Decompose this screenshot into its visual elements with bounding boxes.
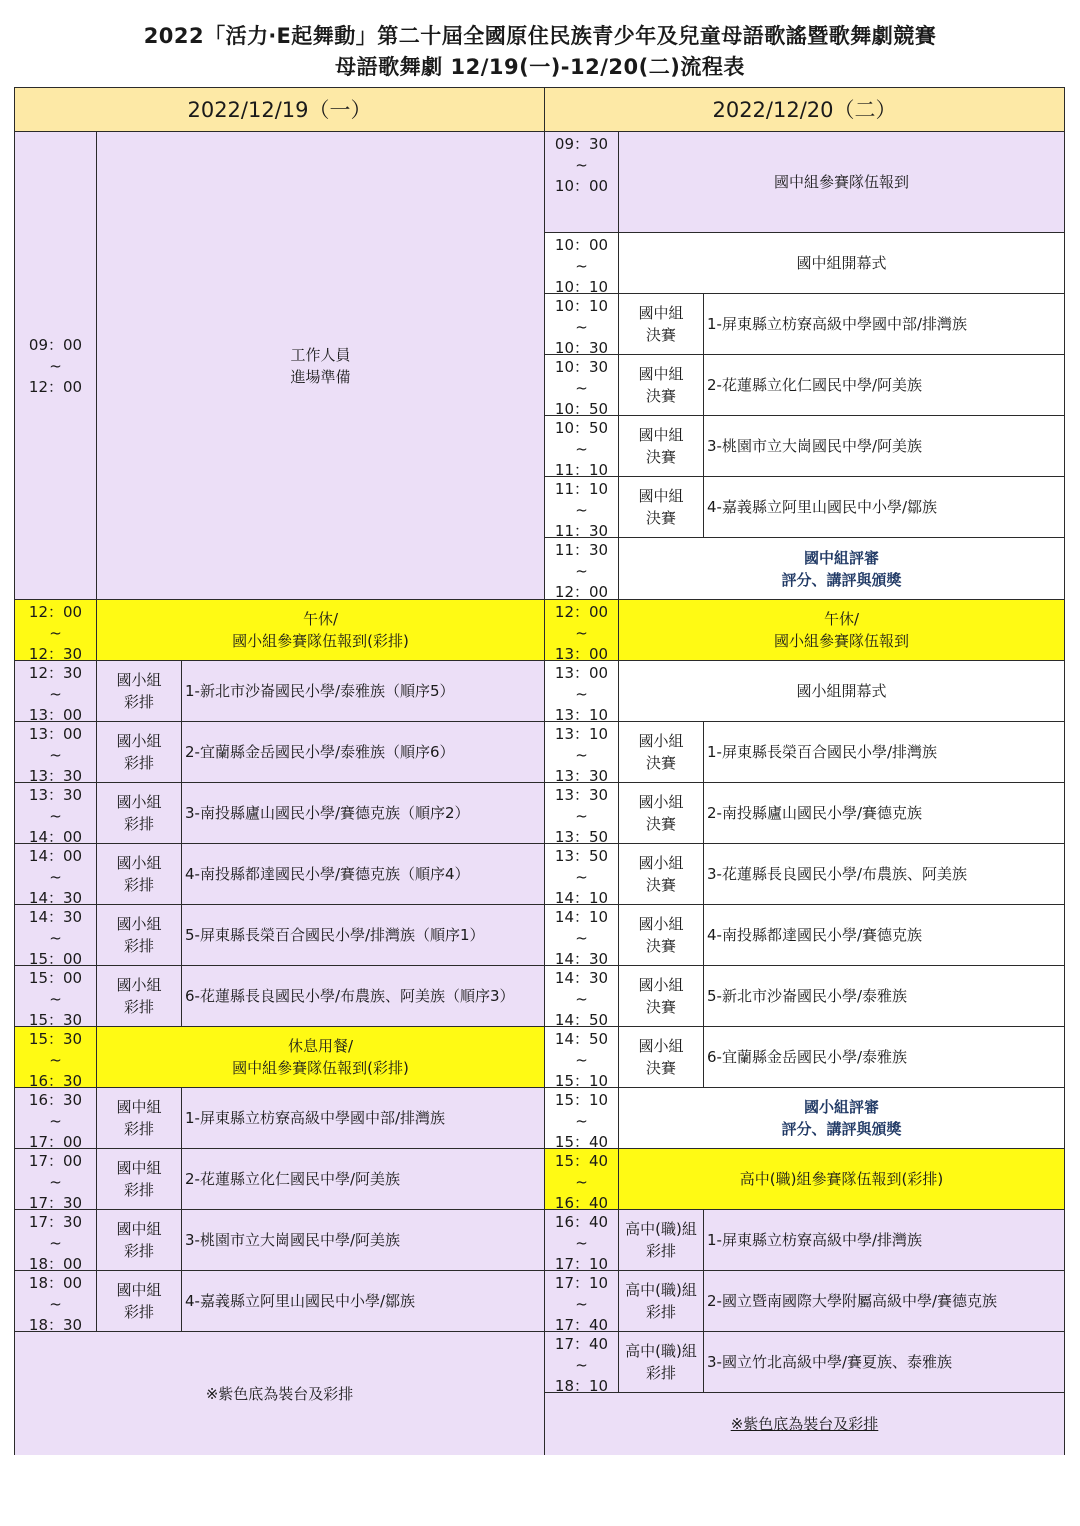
day1-header: 2022/12/19（一） <box>14 87 545 132</box>
time-from: 14：00 <box>28 847 83 865</box>
time-tilde: ~ <box>575 685 588 703</box>
group-label: 國中組 <box>638 426 684 444</box>
day1-junior-row-2-team <box>181 1148 545 1210</box>
time-to: 11：10 <box>554 461 609 477</box>
day1-primary-row-6-group <box>96 965 182 1027</box>
day2-lunch-cell <box>618 599 1065 661</box>
stage-label: 彩排 <box>123 1242 154 1260</box>
day1-junior-row-1-time <box>14 1087 97 1149</box>
day1-primary-row-5-team <box>181 904 545 966</box>
day1-junior-row-2-time <box>14 1148 97 1210</box>
stage-label: 彩排 <box>123 754 154 772</box>
day1-primary-row-6-time <box>14 965 97 1027</box>
day2-note <box>544 1392 1065 1455</box>
time-tilde: ~ <box>49 929 62 947</box>
day2-lunch-line1: 午休/ <box>823 610 860 628</box>
stage-label: 彩排 <box>123 1303 154 1321</box>
stage-label: 彩排 <box>123 876 154 894</box>
day2-hs-checkin-time <box>544 1148 619 1210</box>
dinner-line1: 休息用餐/ <box>287 1037 354 1055</box>
time-to: 13：00 <box>28 706 83 722</box>
day2-pr-final-3-group <box>618 843 704 905</box>
time-from: 11：30 <box>554 541 609 559</box>
lunch-line1: 午休/ <box>302 610 339 628</box>
stage-label: 彩排 <box>123 815 154 833</box>
time-from: 10：10 <box>554 297 609 315</box>
day1-primary-row-6-team <box>181 965 545 1027</box>
day1-junior-row-3-team <box>181 1209 545 1271</box>
day2-note-text: ※紫色底為裝台及彩排 <box>730 1415 879 1433</box>
time-to: 15：40 <box>554 1133 609 1149</box>
day1-primary-row-1-group <box>96 660 182 722</box>
time-from: 17：10 <box>554 1274 609 1292</box>
stage-label: 決賽 <box>645 876 676 894</box>
day2-pr-judging-cell <box>618 1087 1065 1149</box>
team-name: 3-國立竹北高級中學/賽夏族、泰雅族 <box>707 1352 953 1371</box>
stage-label: 決賽 <box>645 998 676 1016</box>
group-label: 國中組 <box>116 1098 162 1116</box>
team-name: 1-屏東縣立枋寮高級中學國中部/排灣族 <box>185 1108 446 1127</box>
time-tilde: ~ <box>49 1295 62 1313</box>
day2-hs-rehearsal-3-team <box>703 1331 1065 1393</box>
time-tilde: ~ <box>575 318 588 336</box>
time-tilde: ~ <box>575 1051 588 1069</box>
time-to: 14：50 <box>554 1011 609 1027</box>
time-to: 15：00 <box>28 950 83 966</box>
time-to: 13：30 <box>28 767 83 783</box>
day1-primary-row-2-time <box>14 721 97 783</box>
time-to: 11：30 <box>554 522 609 538</box>
stage-label: 彩排 <box>123 1120 154 1138</box>
day2-hs-rehearsal-2-team <box>703 1270 1065 1332</box>
group-label: 國中組 <box>638 304 684 322</box>
time-to: 16：30 <box>28 1072 83 1088</box>
day2-pr-final-6-team <box>703 1026 1065 1088</box>
time-to: 13：10 <box>554 706 609 722</box>
time-to: 15：10 <box>554 1072 609 1088</box>
day1-lunch-time <box>14 599 97 661</box>
day1-primary-row-4-time <box>14 843 97 905</box>
day1-primary-row-3-time <box>14 782 97 844</box>
day2-hs-rehearsal-3-time <box>544 1331 619 1393</box>
time-tilde: ~ <box>575 746 588 764</box>
time-tilde: ~ <box>575 562 588 580</box>
group-label: 國小組 <box>638 793 684 811</box>
time-from: 09：30 <box>554 135 609 153</box>
day1-primary-row-5-time <box>14 904 97 966</box>
time-from: 15：00 <box>28 969 83 987</box>
day2-pr-final-5-time <box>544 965 619 1027</box>
group-label: 國小組 <box>638 732 684 750</box>
time-from: 12：00 <box>28 603 83 621</box>
time-from: 10：50 <box>554 419 609 437</box>
day2-jr-judging-cell <box>618 537 1065 600</box>
day2-jr-final-3-group <box>618 415 704 477</box>
time-from: 14：50 <box>554 1030 609 1048</box>
time-to: 14：30 <box>28 889 83 905</box>
group-label: 國小組 <box>638 915 684 933</box>
time-tilde: ~ <box>575 807 588 825</box>
time-tilde: ~ <box>49 1173 62 1191</box>
day2-pr-judging-time <box>544 1087 619 1149</box>
day1-junior-row-2-group <box>96 1148 182 1210</box>
day1-note: ※紫色底為裝台及彩排 <box>14 1331 545 1455</box>
day2-jr-final-1-group <box>618 293 704 355</box>
schedule-table <box>14 87 1065 1455</box>
day1-prep-cell <box>96 131 545 600</box>
time-from: 15：30 <box>28 1030 83 1048</box>
time-to: 17：00 <box>28 1133 83 1149</box>
time-from: 13：30 <box>28 786 83 804</box>
day1-junior-row-4-team <box>181 1270 545 1332</box>
day1-primary-row-2-team <box>181 721 545 783</box>
time-to: 12：00 <box>554 583 609 600</box>
time-from: 12：30 <box>28 664 83 682</box>
stage-label: 決賽 <box>645 509 676 527</box>
group-label: 高中(職)組 <box>625 1342 697 1360</box>
time-tilde: ~ <box>49 1234 62 1252</box>
time-to: 14：00 <box>28 828 83 844</box>
day2-jr-final-1-team <box>703 293 1065 355</box>
group-label: 高中(職)組 <box>625 1281 697 1299</box>
day2-hs-rehearsal-2-time <box>544 1270 619 1332</box>
time-from: 09：00 <box>28 336 83 354</box>
day2-jr-final-2-team <box>703 354 1065 416</box>
day2-jr-final-2-time <box>544 354 619 416</box>
time-tilde: ~ <box>575 257 588 275</box>
stage-label: 彩排 <box>123 998 154 1016</box>
day1-junior-row-4-time <box>14 1270 97 1332</box>
team-name: 4-嘉義縣立阿里山國民中小學/鄒族 <box>707 497 938 516</box>
time-from: 16：40 <box>554 1213 609 1231</box>
day2-pr-final-4-group <box>618 904 704 966</box>
day1-junior-row-1-team <box>181 1087 545 1149</box>
day2-pr-final-4-team <box>703 904 1065 966</box>
day2-jr-checkin-time <box>544 131 619 233</box>
day2-lunch-time <box>544 599 619 661</box>
day2-pr-opening-line1: 國小組開幕式 <box>796 682 887 700</box>
stage-label: 決賽 <box>645 326 676 344</box>
day2-pr-opening-cell <box>618 660 1065 722</box>
time-tilde: ~ <box>575 156 588 174</box>
time-from: 13：00 <box>554 664 609 682</box>
team-name: 6-花蓮縣長良國民小學/布農族、阿美族（順序3） <box>185 986 515 1005</box>
time-to: 10：30 <box>554 339 609 355</box>
day2-pr-final-3-time <box>544 843 619 905</box>
time-from: 10：30 <box>554 358 609 376</box>
team-name: 1-屏東縣長榮百合國民小學/排灣族 <box>707 742 938 761</box>
time-tilde: ~ <box>49 746 62 764</box>
team-name: 3-花蓮縣長良國民小學/布農族、阿美族 <box>707 864 968 883</box>
time-to: 14：10 <box>554 889 609 905</box>
time-to: 17：30 <box>28 1194 83 1210</box>
day2-hs-rehearsal-3-group <box>618 1331 704 1393</box>
day2-jr-checkin-line1: 國中組參賽隊伍報到 <box>773 173 909 191</box>
day2-pr-final-3-team <box>703 843 1065 905</box>
day2-pr-final-1-team <box>703 721 1065 783</box>
time-tilde: ~ <box>49 624 62 642</box>
team-name: 2-宜蘭縣金岳國民小學/泰雅族（順序6） <box>185 742 455 761</box>
day2-pr-final-2-time <box>544 782 619 844</box>
time-to: 17：40 <box>554 1316 609 1332</box>
team-name: 2-國立暨南國際大學附屬高級中學/賽德克族 <box>707 1291 998 1310</box>
time-from: 10：00 <box>554 236 609 254</box>
day2-jr-opening-cell <box>618 232 1065 294</box>
time-to: 15：30 <box>28 1011 83 1027</box>
time-from: 13：30 <box>554 786 609 804</box>
time-tilde: ~ <box>49 990 62 1008</box>
time-tilde: ~ <box>49 1112 62 1130</box>
day1-junior-row-3-time <box>14 1209 97 1271</box>
time-tilde: ~ <box>49 807 62 825</box>
group-label: 國中組 <box>116 1281 162 1299</box>
day2-jr-opening-time <box>544 232 619 294</box>
day1-primary-row-4-group <box>96 843 182 905</box>
day2-jr-final-4-time <box>544 476 619 538</box>
group-label: 國中組 <box>116 1159 162 1177</box>
day2-hs-rehearsal-1-group <box>618 1209 704 1271</box>
day1-junior-row-1-group <box>96 1087 182 1149</box>
day2-jr-final-1-time <box>544 293 619 355</box>
stage-label: 彩排 <box>123 937 154 955</box>
team-name: 6-宜蘭縣金岳國民小學/泰雅族 <box>707 1047 908 1066</box>
time-to: 10：50 <box>554 400 609 416</box>
time-from: 17：30 <box>28 1213 83 1231</box>
day2-hs-checkin-cell <box>618 1148 1065 1210</box>
dinner-line2: 國中組參賽隊伍報到(彩排) <box>232 1059 409 1077</box>
team-name: 1-屏東縣立枋寮高級中學/排灣族 <box>707 1230 923 1249</box>
day2-hs-rehearsal-1-team <box>703 1209 1065 1271</box>
time-from: 18：00 <box>28 1274 83 1292</box>
day1-dinner-cell <box>96 1026 545 1088</box>
stage-label: 決賽 <box>645 448 676 466</box>
group-label: 國小組 <box>116 976 162 994</box>
group-label: 國中組 <box>638 365 684 383</box>
team-name: 2-南投縣廬山國民小學/賽德克族 <box>707 803 923 822</box>
day2-jr-judging-line1: 國中組評審 <box>803 548 879 567</box>
group-label: 高中(職)組 <box>625 1220 697 1238</box>
stage-label: 彩排 <box>645 1303 676 1321</box>
team-name: 3-桃園市立大崗國民中學/阿美族 <box>707 436 923 455</box>
time-tilde: ~ <box>575 440 588 458</box>
document-subtitle: 母語歌舞劇 12/19(一)-12/20(二)流程表 <box>335 55 745 79</box>
group-label: 國小組 <box>116 854 162 872</box>
prep-line1: 工作人員 <box>290 345 351 364</box>
time-tilde: ~ <box>49 357 62 375</box>
team-name: 2-花蓮縣立化仁國民中學/阿美族 <box>707 375 923 394</box>
time-tilde: ~ <box>575 1173 588 1191</box>
day2-pr-final-6-time <box>544 1026 619 1088</box>
time-tilde: ~ <box>575 379 588 397</box>
day2-jr-judging-line2: 評分、講評與頒獎 <box>781 570 902 589</box>
document-title: 2022「活力‧E起舞動」第二十屆全國原住民族青少年及兒童母語歌謠暨歌舞劇競賽 <box>143 24 937 48</box>
time-from: 15：40 <box>554 1152 609 1170</box>
time-from: 14：30 <box>554 969 609 987</box>
day1-primary-row-2-group <box>96 721 182 783</box>
time-from: 12：00 <box>554 603 609 621</box>
day2-jr-final-3-time <box>544 415 619 477</box>
day1-lunch-cell <box>96 599 545 661</box>
time-from: 13：00 <box>28 725 83 743</box>
group-label: 國小組 <box>638 976 684 994</box>
day2-hs-rehearsal-2-group <box>618 1270 704 1332</box>
day1-junior-row-4-group <box>96 1270 182 1332</box>
day2-lunch-line2: 國小組參賽隊伍報到 <box>773 632 909 650</box>
team-name: 4-南投縣都達國民小學/賽德克族（順序4） <box>185 864 470 883</box>
time-to: 17：10 <box>554 1255 609 1271</box>
group-label: 國小組 <box>116 793 162 811</box>
day2-pr-final-5-group <box>618 965 704 1027</box>
day2-hs-rehearsal-1-time <box>544 1209 619 1271</box>
time-from: 15：10 <box>554 1091 609 1109</box>
stage-label: 決賽 <box>645 754 676 772</box>
time-tilde: ~ <box>575 1295 588 1313</box>
time-from: 11：10 <box>554 480 609 498</box>
time-from: 16：30 <box>28 1091 83 1109</box>
time-from: 17：00 <box>28 1152 83 1170</box>
time-tilde: ~ <box>49 868 62 886</box>
time-to: 12：00 <box>28 378 83 396</box>
team-name: 5-屏東縣長榮百合國民小學/排灣族（順序1） <box>185 925 485 944</box>
prep-line2: 進場準備 <box>290 367 351 386</box>
group-label: 國小組 <box>638 1037 684 1055</box>
time-to: 12：30 <box>28 645 83 661</box>
day2-pr-final-1-time <box>544 721 619 783</box>
team-name: 3-桃園市立大崗國民中學/阿美族 <box>185 1230 401 1249</box>
time-from: 13：50 <box>554 847 609 865</box>
time-from: 13：10 <box>554 725 609 743</box>
day2-jr-checkin-cell <box>618 131 1065 233</box>
group-label: 國小組 <box>116 732 162 750</box>
day2-pr-final-2-team <box>703 782 1065 844</box>
day1-primary-row-5-group <box>96 904 182 966</box>
time-tilde: ~ <box>575 1356 588 1374</box>
time-to: 13：50 <box>554 828 609 844</box>
time-to: 18：00 <box>28 1255 83 1271</box>
time-to: 10：10 <box>554 278 609 294</box>
group-label: 國小組 <box>638 854 684 872</box>
stage-label: 決賽 <box>645 1059 676 1077</box>
time-from: 14：30 <box>28 908 83 926</box>
time-tilde: ~ <box>49 685 62 703</box>
group-label: 國中組 <box>116 1220 162 1238</box>
day1-dinner-time <box>14 1026 97 1088</box>
time-tilde: ~ <box>575 990 588 1008</box>
day1-junior-row-3-group <box>96 1209 182 1271</box>
team-name: 3-南投縣廬山國民小學/賽德克族（順序2） <box>185 803 470 822</box>
group-label: 國中組 <box>638 487 684 505</box>
day2-pr-final-5-team <box>703 965 1065 1027</box>
lunch-line2: 國小組參賽隊伍報到(彩排) <box>232 632 409 650</box>
time-to: 10：00 <box>554 177 609 195</box>
day2-pr-final-2-group <box>618 782 704 844</box>
day1-primary-row-4-team <box>181 843 545 905</box>
team-name: 1-新北市沙崙國民小學/泰雅族（順序5） <box>185 681 455 700</box>
day2-jr-judging-time <box>544 537 619 600</box>
stage-label: 彩排 <box>123 693 154 711</box>
day2-pr-opening-time <box>544 660 619 722</box>
day2-pr-final-1-group <box>618 721 704 783</box>
team-name: 2-花蓮縣立化仁國民中學/阿美族 <box>185 1169 401 1188</box>
day2-jr-final-2-group <box>618 354 704 416</box>
day2-header: 2022/12/20（二） <box>544 87 1065 132</box>
day2-jr-final-4-group <box>618 476 704 538</box>
stage-label: 決賽 <box>645 937 676 955</box>
time-to: 16：40 <box>554 1194 609 1210</box>
day2-hs-checkin-line1: 高中(職)組參賽隊伍報到(彩排) <box>739 1170 944 1188</box>
time-to: 14：30 <box>554 950 609 966</box>
time-tilde: ~ <box>575 1234 588 1252</box>
day1-primary-row-3-group <box>96 782 182 844</box>
time-tilde: ~ <box>575 929 588 947</box>
team-name: 4-嘉義縣立阿里山國民中小學/鄒族 <box>185 1291 416 1310</box>
stage-label: 彩排 <box>645 1242 676 1260</box>
stage-label: 彩排 <box>645 1364 676 1382</box>
day2-pr-final-4-time <box>544 904 619 966</box>
group-label: 國小組 <box>116 915 162 933</box>
time-from: 14：10 <box>554 908 609 926</box>
time-to: 13：30 <box>554 767 609 783</box>
day1-primary-row-1-team <box>181 660 545 722</box>
day2-pr-judging-line2: 評分、講評與頒獎 <box>781 1120 902 1138</box>
day2-jr-final-4-team <box>703 476 1065 538</box>
stage-label: 決賽 <box>645 815 676 833</box>
stage-label: 彩排 <box>123 1181 154 1199</box>
time-to: 18：30 <box>28 1316 83 1332</box>
time-tilde: ~ <box>49 1051 62 1069</box>
day1-primary-row-3-team <box>181 782 545 844</box>
time-tilde: ~ <box>575 624 588 642</box>
day2-jr-final-3-team <box>703 415 1065 477</box>
day1-primary-row-1-time <box>14 660 97 722</box>
time-tilde: ~ <box>575 868 588 886</box>
time-tilde: ~ <box>575 501 588 519</box>
stage-label: 決賽 <box>645 387 676 405</box>
team-name: 1-屏東縣立枋寮高級中學國中部/排灣族 <box>707 314 968 333</box>
time-from: 17：40 <box>554 1335 609 1353</box>
team-name: 4-南投縣都達國民小學/賽德克族 <box>707 925 923 944</box>
day1-prep-time <box>14 131 97 600</box>
time-to: 13：00 <box>554 645 609 661</box>
time-tilde: ~ <box>575 1112 588 1130</box>
time-to: 18：10 <box>554 1377 609 1393</box>
day2-pr-judging-line1: 國小組評審 <box>803 1098 879 1116</box>
day2-pr-final-6-group <box>618 1026 704 1088</box>
group-label: 國小組 <box>116 671 162 689</box>
team-name: 5-新北市沙崙國民小學/泰雅族 <box>707 986 908 1005</box>
day2-jr-opening-line1: 國中組開幕式 <box>796 254 887 272</box>
